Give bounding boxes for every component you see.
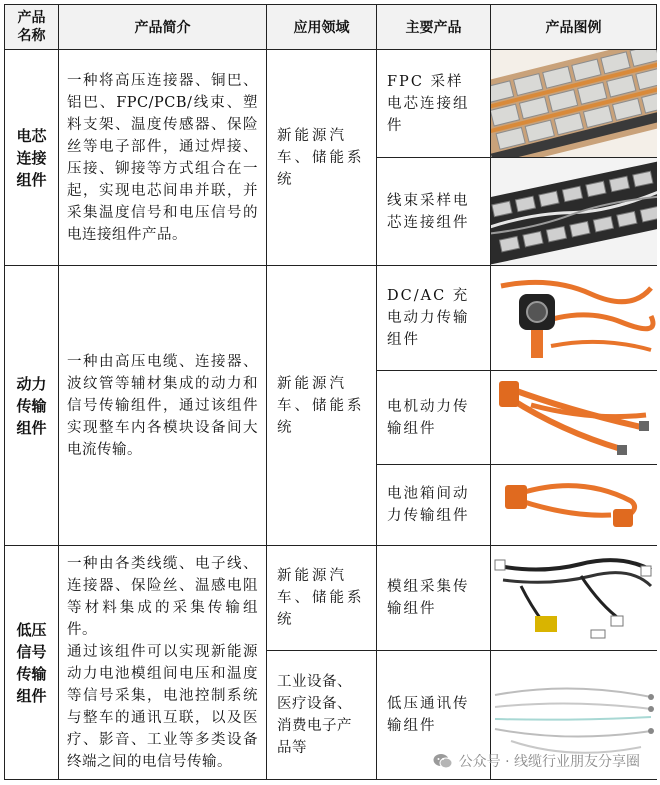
product-cell: 电池箱间动力传输组件 <box>377 465 491 546</box>
intro-cell <box>59 546 267 780</box>
wechat-logo-icon <box>433 753 453 769</box>
product-image-cell <box>491 266 657 371</box>
header-intro: 产品简介 <box>59 5 267 50</box>
header-main: 主要产品 <box>377 5 491 50</box>
product-cell: 线束采样电芯连接组件 <box>377 158 491 266</box>
header-name-text: 产品 名称 <box>17 10 46 44</box>
header-image: 产品图例 <box>491 5 657 50</box>
product-cell: 模组采集传输组件 <box>377 546 491 651</box>
battery-box-cable-image <box>491 465 657 545</box>
product-image-cell <box>491 371 657 465</box>
intro-text: 一种由各类线缆、电子线、连接器、保险丝、温感电阻等材料集成的采集传输组件。 通过该组件可以实现新能源动力电池模组间电压和温度等信号采集，电池控制系统与整车的通讯互联，以及医疗、影音、工业等多类设备终端之间的电信号传输。 <box>67 555 258 770</box>
header-app: 应用领域 <box>267 5 377 50</box>
battery-module-harness-image <box>491 158 657 265</box>
application-cell: 新能源汽车、储能系统 <box>267 546 377 651</box>
motor-cable-image <box>491 371 657 464</box>
header-row <box>5 5 657 50</box>
product-cell: 电机动力传输组件 <box>377 371 491 465</box>
category-text: 电芯 连接 组件 <box>16 126 47 189</box>
product-cell: 低压通讯传输组件 <box>377 651 491 780</box>
category-text: 动力 传输 组件 <box>16 374 47 437</box>
category-text: 低压 信号 传输 组件 <box>16 620 47 705</box>
product-image-cell <box>491 465 657 546</box>
charging-cable-image <box>491 266 657 370</box>
header-name <box>5 5 59 50</box>
table-row <box>5 266 657 371</box>
product-image-cell <box>491 546 657 651</box>
product-cell: FPC 采样电芯连接组件 <box>377 50 491 158</box>
table-row <box>5 546 657 651</box>
category-cell <box>5 266 59 546</box>
product-table <box>4 4 657 780</box>
watermark <box>433 751 640 771</box>
category-cell <box>5 546 59 780</box>
category-cell <box>5 50 59 266</box>
application-cell: 新能源汽车、储能系统 <box>267 50 377 266</box>
watermark-text: 公众号 · 线缆行业朋友分享圈 <box>458 754 640 770</box>
module-harness-image <box>491 546 657 650</box>
product-image-cell <box>491 158 657 266</box>
application-cell: 新能源汽车、储能系统 <box>267 266 377 546</box>
table-row <box>5 50 657 158</box>
product-image-cell <box>491 50 657 158</box>
battery-module-fpc-image <box>491 50 657 157</box>
product-cell: DC/AC 充电动力传输组件 <box>377 266 491 371</box>
intro-cell: 一种由高压电缆、连接器、波纹管等辅材集成的动力和信号传输组件，通过该组件实现整车内各模块设备间大电流传输。 <box>59 266 267 546</box>
application-cell-2: 工业设备、医疗设备、消费电子产品等 <box>267 651 377 780</box>
intro-cell: 一种将高压连接器、铜巴、铝巴、FPC/PCB/线束、塑料支架、温度传感器、保险丝等电子部件，通过焊接、压接、铆接等方式组合在一起，实现电芯间串并联，并采集温度信号和电压信号的电连接组件产品。 <box>59 50 267 266</box>
